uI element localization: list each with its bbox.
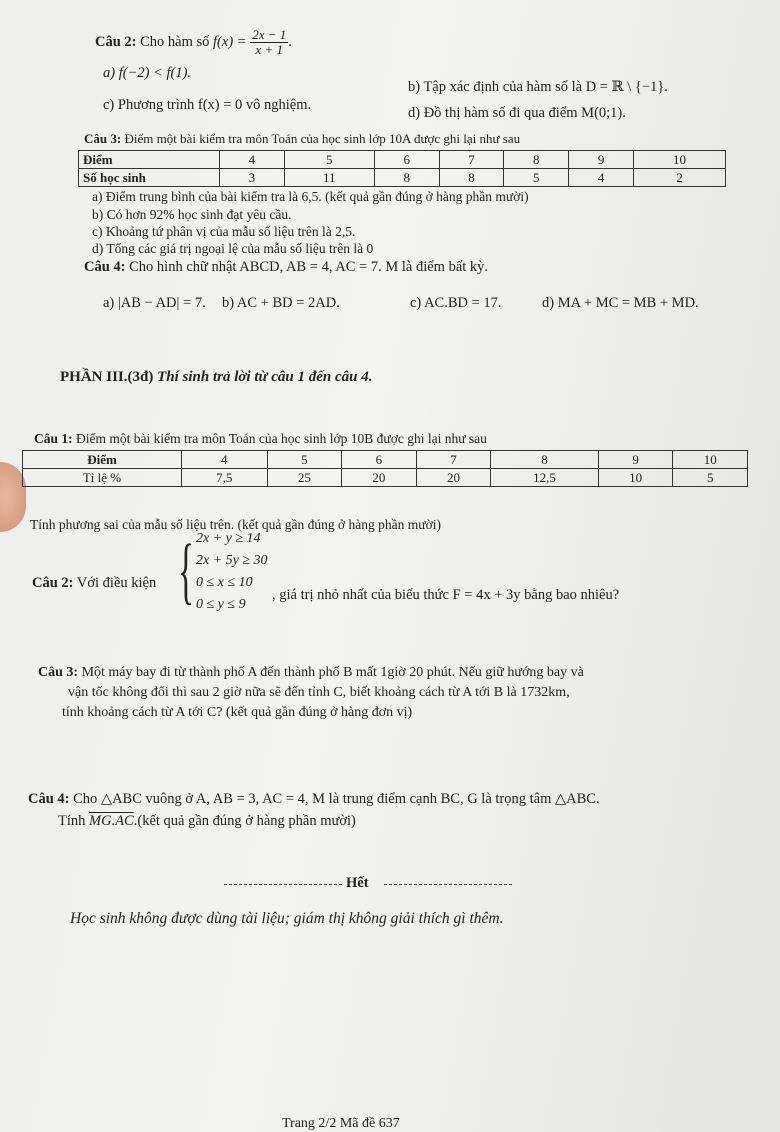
p3-q1-cell: 4 [182, 451, 268, 469]
p3-q1-cell: 10 [598, 469, 673, 487]
p3-q3-text1: Một máy bay đi từ thành phố A đến thành phố B mất 1giờ 20 phút. Nếu giữ hướng bay và [81, 665, 584, 680]
p3-q3-line2: vận tốc không đổi thì sau 2 giờ nữa sẽ đến tỉnh C, biết khoảng cách từ A tới B là 1732km, [68, 685, 570, 700]
q4-option-c: c) AC.BD = 17. [410, 295, 502, 311]
p3-q1-cell: 7 [416, 451, 491, 469]
p3-q4-label: Câu 4: [28, 791, 70, 807]
q3-label: Câu 3: [84, 131, 122, 146]
p3-q1-cell: 6 [342, 451, 417, 469]
p3-q1-line [34, 430, 487, 448]
p3-q4-line2 [58, 812, 356, 830]
p3-q1-text: Điểm một bài kiểm tra môn Toán của học sinh lớp 10B được ghi lại như sau [76, 431, 487, 446]
q2-text: Cho hàm số [140, 33, 210, 50]
p3-q3-line3: tính khoảng cách từ A tới C? (kết quả gần đúng ở hàng đơn vị) [62, 705, 413, 720]
q2-option-c: c) Phương trình f(x) = 0 vô nghiệm. [103, 97, 312, 113]
q3-cell: 8 [504, 151, 569, 169]
q3-cell: 8 [374, 169, 439, 187]
system-brace: { [178, 530, 194, 612]
q3-table [78, 150, 726, 187]
p3-q1-table-header-score: Điểm [23, 451, 182, 469]
q2-label: Câu 2: [95, 33, 137, 50]
p3-q1-cell: 25 [267, 469, 342, 487]
p3-q1-table-row-score [23, 451, 748, 469]
q3-text: Điểm một bài kiểm tra môn Toán của học sinh lớp 10A được ghi lại như sau [124, 131, 521, 146]
p3-q1-table-header-rate: Tỉ lệ % [23, 469, 182, 487]
q3-cell: 7 [439, 151, 504, 169]
q2-option-b: b) Tập xác định của hàm số là D = ℝ \ {−1}. [408, 79, 668, 95]
p3-q2-line [32, 574, 156, 592]
het-dash-left [224, 884, 342, 885]
p3-q2-conditions [196, 528, 268, 616]
p3-q1-cell: 5 [267, 451, 342, 469]
part3-heading [60, 368, 373, 386]
q3-cell: 4 [569, 169, 634, 187]
q4-option-b: b) AC + BD = 2AD. [222, 295, 340, 311]
page-footer: Trang 2/2 Mã đề 637 [282, 1116, 400, 1131]
p3-q4-vector: MG.AC [89, 813, 134, 829]
q3-cell: 9 [569, 151, 634, 169]
q4-option-a: a) |AB − AD| = 7. [103, 295, 206, 311]
q3-cell: 3 [220, 169, 285, 187]
p3-q3-line1 [38, 664, 584, 682]
p3-q1-task: Tính phương sai của mẫu số liệu trên. (kết quả gần đúng ở hàng phần mười) [30, 517, 441, 532]
q3-cell: 6 [374, 151, 439, 169]
q3-option-c: c) Khoảng tứ phân vị của mẫu số liệu trên là 2,5. [92, 224, 356, 239]
q4-line [84, 258, 488, 276]
condition-3: 0 ≤ x ≤ 10 [196, 575, 253, 590]
p3-q4-text1: Cho △ABC vuông ở A, AB = 3, AC = 4, M là trung điểm cạnh BC, G là trọng tâm △ABC. [73, 791, 600, 807]
p3-q1-table [22, 450, 748, 487]
p3-q1-label: Câu 1: [34, 431, 73, 446]
p3-q1-cell: 20 [416, 469, 491, 487]
p3-q2-label: Câu 2: [32, 575, 74, 591]
q4-label: Câu 4: [84, 259, 126, 275]
q3-cell: 4 [220, 151, 285, 169]
p3-q4-line1 [28, 790, 600, 808]
q3-line [84, 130, 520, 148]
q2-period: . [288, 33, 292, 50]
p3-q3-label: Câu 3: [38, 665, 79, 680]
part3-title: PHẦN III.(3đ) [60, 369, 154, 385]
q2-frac-num: 2x − 1 [252, 27, 287, 42]
het-label: Hết [346, 875, 369, 891]
p3-q4-text2c: .(kết quả gần đúng ở hàng phần mười) [133, 813, 356, 829]
condition-4: 0 ≤ y ≤ 9 [196, 597, 246, 612]
q3-table-header-count: Số học sinh [79, 169, 220, 187]
q3-option-d: d) Tổng các giá trị ngoại lệ của mẫu số liệu trên là 0 [92, 241, 374, 256]
condition-2: 2x + 5y ≥ 30 [196, 553, 268, 568]
q3-cell: 2 [634, 169, 726, 187]
q3-option-a: a) Điểm trung bình của bài kiểm tra là 6,5. (kết quả gần đúng ở hàng phần mười) [92, 189, 529, 204]
q2-fraction [250, 28, 288, 57]
p3-q1-cell: 10 [673, 451, 748, 469]
q3-option-b: b) Có hơn 92% học sinh đạt yêu cầu. [92, 207, 292, 222]
q4-text: Cho hình chữ nhật ABCD, AB = 4, AC = 7. M là điểm bất kỳ. [129, 259, 489, 275]
q2-option-d: d) Đồ thị hàm số đi qua điểm M(0;1). [408, 105, 626, 121]
q3-cell: 10 [634, 151, 726, 169]
q3-cell: 8 [439, 169, 504, 187]
q2-frac-den: x + 1 [255, 42, 283, 57]
p3-q1-cell: 8 [491, 451, 599, 469]
q3-cell: 11 [284, 169, 374, 187]
q2-fx: f(x) = [213, 33, 247, 50]
q3-table-row-count [79, 169, 726, 187]
part3-subtitle: Thí sinh trả lời từ câu 1 đến câu 4. [157, 369, 373, 385]
p3-q1-table-row-rate [23, 469, 748, 487]
q3-cell: 5 [504, 169, 569, 187]
condition-1: 2x + y ≥ 14 [196, 531, 261, 546]
p3-q1-cell: 12,5 [491, 469, 599, 487]
q3-table-header-score: Điểm [79, 151, 220, 169]
q2-line [95, 28, 292, 57]
q4-option-d: d) MA + MC = MB + MD. [542, 295, 699, 311]
p3-q2-tail: , giá trị nhỏ nhất của biểu thức F = 4x + 3y bằng bao nhiêu? [272, 587, 620, 603]
q3-table-row-score [79, 151, 726, 169]
p3-q4-text2a: Tính [58, 813, 86, 829]
p3-q2-text: Với điều kiện [76, 575, 157, 591]
p3-q1-cell: 9 [598, 451, 673, 469]
end-note: Học sinh không được dùng tài liệu; giám thị không giải thích gì thêm. [70, 910, 504, 927]
p3-q1-cell: 7,5 [182, 469, 268, 487]
q2-option-a: a) f(−2) < f(1). [103, 65, 192, 81]
q3-cell: 5 [284, 151, 374, 169]
p3-q1-cell: 20 [342, 469, 417, 487]
het-dash-right [384, 884, 512, 885]
p3-q1-cell: 5 [673, 469, 748, 487]
